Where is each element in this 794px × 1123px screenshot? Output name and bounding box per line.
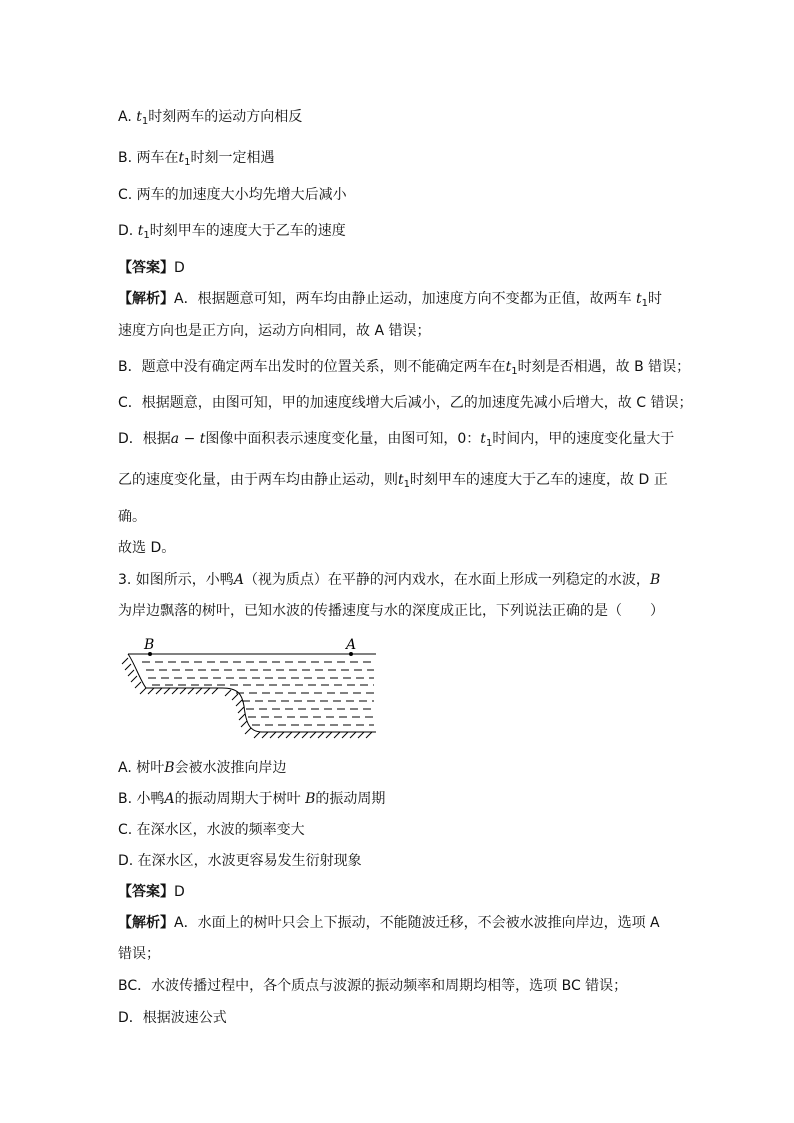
- math-sub: 1: [511, 366, 518, 377]
- math-sub: 1: [485, 438, 493, 449]
- option-text: C. 两车的加速度大小均先增大后减小: [118, 187, 347, 203]
- math-var: t: [136, 109, 142, 125]
- answer-value: D: [174, 884, 185, 900]
- option-text: D. 在深水区，水波更容易发生衍射现象: [118, 853, 362, 869]
- label-b: B: [144, 637, 155, 653]
- math-var: B: [649, 572, 661, 588]
- analysis-text: D．根据: [118, 431, 171, 447]
- analysis-line-1: [118, 289, 662, 309]
- q3-option-c: [118, 820, 305, 840]
- analysis-text: 时刻甲车的速度大于乙车的速度，故 D 正: [410, 472, 668, 488]
- analysis-text: B．题意中没有确定两车出发时的位置关系，则不能确定两车在: [118, 359, 506, 375]
- river-figure: [118, 632, 380, 744]
- analysis-line-7: [118, 507, 146, 527]
- option-text: 的振动周期: [315, 791, 386, 807]
- q3-analysis-line-1: [118, 913, 660, 933]
- option-label: D.: [118, 223, 138, 239]
- analysis-text: 时刻是否相遇，故 B 错误；: [517, 359, 691, 375]
- analysis-line-6: [118, 470, 668, 490]
- analysis-label: 【解析】: [118, 291, 174, 307]
- option-text: B. 小鸭: [118, 791, 165, 807]
- conclusion-line: [118, 538, 175, 558]
- option-label: A.: [118, 109, 137, 125]
- option-text: 会被水波推向岸边: [174, 760, 287, 776]
- option-text: A. 树叶: [118, 760, 165, 776]
- question-text: 为岸边飘落的树叶，已知水波的传播速度与水的深度成正比，下列说法正确的是（ ）: [118, 603, 664, 619]
- math-var: t: [480, 431, 486, 447]
- label-a: A: [346, 637, 357, 653]
- math-var: a − t: [170, 431, 206, 447]
- option-text: B. 两车在: [118, 150, 179, 166]
- option-b: [118, 148, 275, 168]
- math-var: t: [398, 472, 404, 488]
- question-text: （视为质点）在平静的河内戏水，在水面上形成一列稳定的水波，: [243, 572, 650, 588]
- q3-option-b: [118, 789, 385, 809]
- analysis-text: 图像中面积表示速度变化量，由图可知，0：: [205, 431, 481, 447]
- analysis-text: 错误；: [118, 946, 160, 962]
- analysis-text: A．根据题意可知，两车均由静止运动，加速度方向不变都为正值，故两车: [174, 291, 637, 307]
- answer-label: 【答案】: [118, 260, 174, 276]
- answer-value: D: [174, 260, 185, 276]
- math-var: B: [305, 791, 316, 807]
- math-var: t: [178, 150, 185, 166]
- q3-answer-line: [118, 882, 185, 902]
- math-var: t: [137, 223, 144, 239]
- question-3-line-1: [118, 570, 660, 590]
- option-text: 时刻甲车的速度大于乙车的速度: [149, 223, 346, 239]
- analysis-text: 时: [648, 291, 663, 307]
- question-3-line-2: [118, 601, 664, 621]
- math-var: A: [164, 791, 175, 807]
- option-text: 时刻一定相遇: [190, 150, 275, 166]
- analysis-line-3: [118, 357, 690, 377]
- math-sub: 1: [641, 298, 649, 309]
- analysis-text: 确。: [118, 509, 146, 525]
- conclusion-text: 故选 D。: [118, 540, 176, 556]
- math-var: t: [636, 291, 642, 307]
- analysis-text: 乙的速度变化量，由于两车均由静止运动，则: [118, 472, 398, 488]
- analysis-line-5: [118, 429, 674, 449]
- q3-analysis-line-3: [118, 976, 627, 996]
- analysis-label: 【解析】: [118, 915, 174, 931]
- answer-label: 【答案】: [118, 884, 174, 900]
- analysis-text: 时间内，甲的速度变化量大于: [492, 431, 675, 447]
- option-text: 时刻两车的运动方向相反: [148, 109, 303, 125]
- analysis-text: 速度方向也是正方向，运动方向相同，故 A 错误；: [118, 323, 431, 339]
- analysis-text: C．根据题意，由图可知，甲的加速度线增大后减小，乙的加速度先减小后增大，故 C 错误；: [118, 395, 693, 411]
- analysis-line-4: [118, 393, 692, 413]
- math-sub: 1: [184, 157, 191, 168]
- q3-option-a: [118, 758, 287, 778]
- math-var: A: [233, 572, 244, 588]
- math-var: t: [505, 359, 512, 375]
- math-var: B: [164, 760, 175, 776]
- analysis-line-2: [118, 321, 430, 341]
- option-d: [118, 221, 346, 241]
- option-text: 的振动周期大于树叶: [174, 791, 306, 807]
- analysis-text: D．根据波速公式: [118, 1010, 227, 1026]
- q3-analysis-line-2: [118, 944, 160, 964]
- analysis-text: BC．水波传播过程中，各个质点与波源的振动频率和周期均相等，选项 BC 错误；: [118, 978, 628, 994]
- analysis-text: A．水面上的树叶只会上下振动，不能随波迁移，不会被水波推向岸边，选项 A: [174, 915, 660, 931]
- q3-option-d: [118, 851, 362, 871]
- option-c: [118, 185, 347, 205]
- math-sub: 1: [143, 230, 150, 241]
- math-sub: 1: [141, 116, 149, 127]
- math-sub: 1: [403, 479, 411, 490]
- option-a: [118, 107, 302, 127]
- q3-analysis-line-4: [118, 1008, 227, 1028]
- option-text: C. 在深水区，水波的频率变大: [118, 822, 305, 838]
- answer-line: [118, 258, 185, 278]
- question-text: 3. 如图所示，小鸭: [118, 572, 234, 588]
